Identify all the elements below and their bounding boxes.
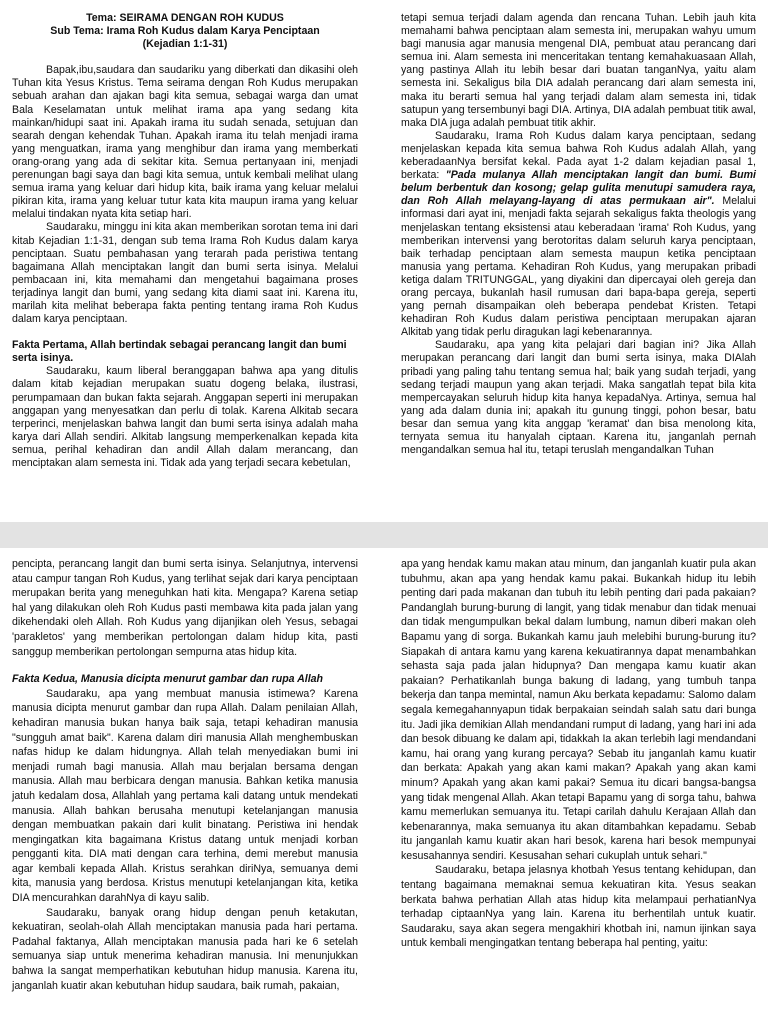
- document-page-2: [0, 548, 768, 1024]
- page2-right-column: [401, 557, 756, 951]
- sermon-subtheme: Sub Tema: Irama Roh Kudus dalam Karya Penciptaan: [50, 25, 320, 38]
- paragraph: pencipta, perancang langit dan bumi serta isinya. Selanjutnya, intervensi atau campur tangan Roh Kudus, yang terlihat sejak dari karya penciptaan merupakan berita yang meneguhkan hati kita. Mengapa? Karena setiap hal yang dilakukan oleh Roh Kudus pasti membawa kita pada jalan yang dikehendaki oleh Allah. Roh Kudus yang dijanjikan oleh Yesus, sebagai 'parakletos' yang memberikan pertolongan dalam hidup kita, pasti sanggup memberikan pertolongan sempurna atas hidup kita.: [12, 558, 358, 658]
- paragraph: [401, 130, 756, 340]
- sermon-theme: Tema: SEIRAMA DENGAN ROH KUDUS: [86, 12, 284, 24]
- page2-left-column: [12, 557, 358, 993]
- paragraph: Bapak,ibu,saudara dan saudariku yang diberkati dan dikasihi oleh Tuhan kita Yesus Kristus. Tema seirama dengan Roh Kudus merupakan sebuah arahan dan ajakan bagi kita semua, sebagai warga dan umat Bala Keselamatan untuk melihat irama apa yang sedang kita mainkan/hidupi saat ini. Apakah irama itu sudah senada, setujuan dan searah dengan kehendak Tuhan. Apakah irama itu telah menjadi irama yang menguatkan, irama yang menghibur dan irama yang memberkati orang-orang yang ada di sekitar kita. Semua pertanyaan ini, menjadi perenungan bagi saya dan bagi kita semua, untuk kembali melihat ulang semua irama yang keluar dari hidup kita, baik irama yang keluar melalui pikiran kita, irama yang keluar tutur kata kita maupun irama yang keluar melalui tindakan nyata kita setiap hari.: [12, 64, 358, 221]
- paragraph: Saudaraku, banyak orang hidup dengan penuh ketakutan, kekuatiran, seolah-olah Allah menciptakan manusia pada hari pertama. Padahal faktanya, Allah menciptakan manusia pada hari ke 6 setelah semuanya siap untuk menerima kehadiran manusia. Ini menunjukkan bahwa Ia sangat memperhatikan kebutuhan hidup manusia. Karena itu, janganlah kuatir akan kebutuhan hidup saudara, baik rumah, pakaian,: [12, 906, 358, 992]
- paragraph: Saudaraku, apa yang kita pelajari dari bagian ini? Jika Allah merupakan perancang dari langit dan bumi serta isinya, maka DIAlah pribadi yang paling tahu tentang semua hal; baik yang sudah terjadi, yang sedang terjadi maupun yang akan terjadi. Maka sangatlah tepat bila kita mempercayakan seluruh hidup kita hanya kepadaNya. Artinya, semua hal yang ada dalam dunia ini; apakah itu gunung tinggi, pohon besar, batu besar dan semua yang kita anggap 'keramat' dan bisa menolong kita, ternyata semua itu hanyalah ciptaan. Karena itu, janganlah pernah mengandalkan semua hal itu, tetapi teruslah mengandalkan Tuhan: [401, 339, 756, 457]
- scripture-reference: (Kejadian 1:1-31): [142, 38, 228, 51]
- page1-right-column: [401, 12, 756, 457]
- paragraph: Saudaraku, betapa jelasnya khotbah Yesus tentang kehidupan, dan tentang bagaimana memaknai semua kekuatiran kita. Yesus seakan berkata bahwa perhatian Allah atas hidup kita melampaui perhatianNya terhadap ciptaanNya yang lain. Karena itu berhentilah untuk kuatir. Saudaraku, saya akan segera mengakhiri khotbah ini, namun ijinkan saya untuk kembali mengingatkan tentang beberapa hal penting, yaitu:: [401, 864, 756, 950]
- paragraph: tetapi semua terjadi dalam agenda dan rencana Tuhan. Lebih jauh kita memahami bahwa penciptaan alam semesta ini, merupakan wahyu umum bagi manusia agar manusia mengenal DIA, pembuat atau perancang dari semua ini. Alam semesta ini menceritakan tentang kemahakuasaan Allah, yang pastinya Allah itu lebih besar dari buatan tanganNya, yaitu alam semesta ini. Sekaligus bila DIA adalah perancang dari alam semesta ini, maka itu berarti semua hal yang terjadi dalam alam semesta ini, tidak satupun yang tersembunyi bagi DIA. Artinya, DIA adalah pembuat titik awal, maka DIA juga adalah pembuat titik akhir.: [401, 12, 756, 129]
- page1-left-column: [12, 12, 358, 470]
- paragraph-text: Melalui informasi dari ayat ini, menjadi fakta sejarah sekaligus fakta theologis yang menjelaskan tentang eksistensi atau keberadaan 'irama' Roh Kudus, yang memberikan intervensi yang berotoritas dalam seluruh karya penciptaan, baik terhadap penciptaan alam semesta maupun ketika penciptaan manusia yang pertama. Kehadiran Roh Kudus, yang merupakan pribadi ketiga dalam TRITUNGGAL, yang diyakini dan dipercayai oleh gereja dan orang percaya, bukanlah hasil rumusan dari bapa-bapa gereja, seperti yang pernah disampaikan oleh beberapa pendebat Kristen. Tetapi kehadiran Roh Kudus dalam peristiwa penciptaan merupakan ajaran Alkitab yang tidak perlu diragukan lagi kebenarannya.: [401, 195, 756, 339]
- section-heading: Fakta Kedua, Manusia dicipta menurut gambar dan rupa Allah: [12, 673, 324, 686]
- paragraph: Saudaraku, kaum liberal beranggapan bahwa apa yang ditulis dalam kitab kejadian merupakan suatu dogeng belaka, ilustrasi, perumpamaan dan bukan fakta sejarah. Anggapan seperti ini merupakan anggapan yang menyesatkan dan perlu di tolak. Karena Alkitab secara terperinci, menjelaskan bahwa langit dan bumi serta isinya adalah maha karya dari Allah sendiri. Alkitab langsung memperkenalkan kepada kita semua, perihal kehadiran dan andil Allah dalam merancang, dan menciptakan alam semesta ini. Tidak ada yang terjadi secara kebetulan,: [12, 365, 358, 469]
- section-heading: Fakta Pertama, Allah bertindak sebagai perancang langit dan bumi serta isinya.: [12, 339, 347, 365]
- paragraph: Saudaraku, minggu ini kita akan memberikan sorotan tema ini dari kitab Kejadian 1:1-31, dengan sub tema Irama Roh Kudus dalam karya penciptaan. Suatu pembahasan yang terarah pada peristiwa tentang bagaimana Allah menciptakan langit dan bumi serta isinya. Melalui pembacaan ini, kita memahami dan mengetahui bagaimana proses terjadinya langit dan bumi, yang sedang kita diami saat ini. Karena itu, marilah kita melihat beberapa fakta penting tentang irama Roh Kudus dalam karya penciptaan.: [12, 221, 358, 326]
- paragraph-text: Saudaraku, Irama Roh Kudus dalam karya penciptaan, sedang menjelaskan kepada kita semua bahwa Roh Kudus adalah Allah, yang keberadaanNya bersifat kekal. Pada ayat 1-2 dalam kejadian pasal 1, berkata:: [401, 129, 756, 182]
- scripture-quote: "Pada mulanya Allah menciptakan langit dan bumi. Bumi belum berbentuk dan kosong; gelap gulita menutupi samudera raya, dan Roh Allah melayang-layang di atas permukaan air".: [401, 169, 756, 208]
- paragraph: Saudaraku, apa yang membuat manusia istimewa? Karena manusia dicipta menurut gambar dan rupa Allah. Dalam penilaian Allah, kehadiran manusia bukan hanya baik saja, tetapi kehadiran manusia "sungguh amat baik". Karena dalam diri manusia Allah menghembuskan nafas hidup ke dalam hidungnya. Allah telah menyediakan bumi ini menjadi rumah bagi manusia. Allah mau berjalan bersama dengan manusia. Allah mau berbicara dengan manusia. Bahkan ketika manusia jatuh kedalam dosa, Allahlah yang pertama kali datang untuk mendekati manusia. Allah bahkan berusaha menutupi ketelanjangan manusia dengan membuatkan pakain dari kulit binatang. Peristiwa ini hendak mengingatkan kita bagaimana Kristus datang untuk menjadi korban pengganti kita. DIA mati dengan cara terhina, demi merebut manusia agar kembali kepada Allah. Kristus serahkan diriNya, semuanya demi kita, manusia yang berdosa. Kristus menutupi ketelanjangan kita, ketika DIA mencurahkan darahNya di kayu salib.: [12, 687, 358, 905]
- page-separator: [0, 522, 768, 548]
- paragraph: apa yang hendak kamu makan atau minum, dan janganlah kuatir pula akan tubuhmu, akan apa yang hendak kamu pakai. Bukankah hidup itu lebih penting dari pada makanan dan tubuh itu lebih penting dari pada pakaian? Pandanglah burung-burung di langit, yang tidak menabur dan tidak menuai dan tidak mengumpulkan bekal dalam lumbung, namun diberi makan oleh Bapamu yang di sorga. Bukankah kamu jauh melebihi burung-burung itu? Siapakah di antara kamu yang karena kekuatirannya dapat menambahkan sehasta saja pada jalan hidupnya? Dan mengapa kamu kuatir akan pakaian? Perhatikanlah bunga bakung di ladang, yang tumbuh tanpa bekerja dan tanpa memintal, namun Aku berkata kepadamu: Salomo dalam segala kemegahannyapun tidak berpakaian seindah salah satu dari bunga itu. Jadi jika demikian Allah mendandani rumput di ladang, yang hari ini ada dan besok dibuang ke dalam api, tidakkah Ia akan terlebih lagi mendandani kamu, hai orang yang kurang percaya? Sebab itu janganlah kamu kuatir dan berkata: Apakah yang akan kami makan? Apakah yang akan kami minum? Apakah yang akan kami pakai? Semua itu dicari bangsa-bangsa yang tidak mengenal Allah. Akan tetapi Bapamu yang di sorga tahu, bahwa kamu memerlukan semuanya itu. Tetapi carilah dahulu Kerajaan Allah dan kebenarannya, maka semuanya itu akan ditambahkan kepadamu. Sebab itu janganlah kamu kuatir akan hari besok, karena hari besok mempunyai kesusahannya sendiri. Kesusahan sehari cukuplah untuk sehari.": [401, 558, 756, 862]
